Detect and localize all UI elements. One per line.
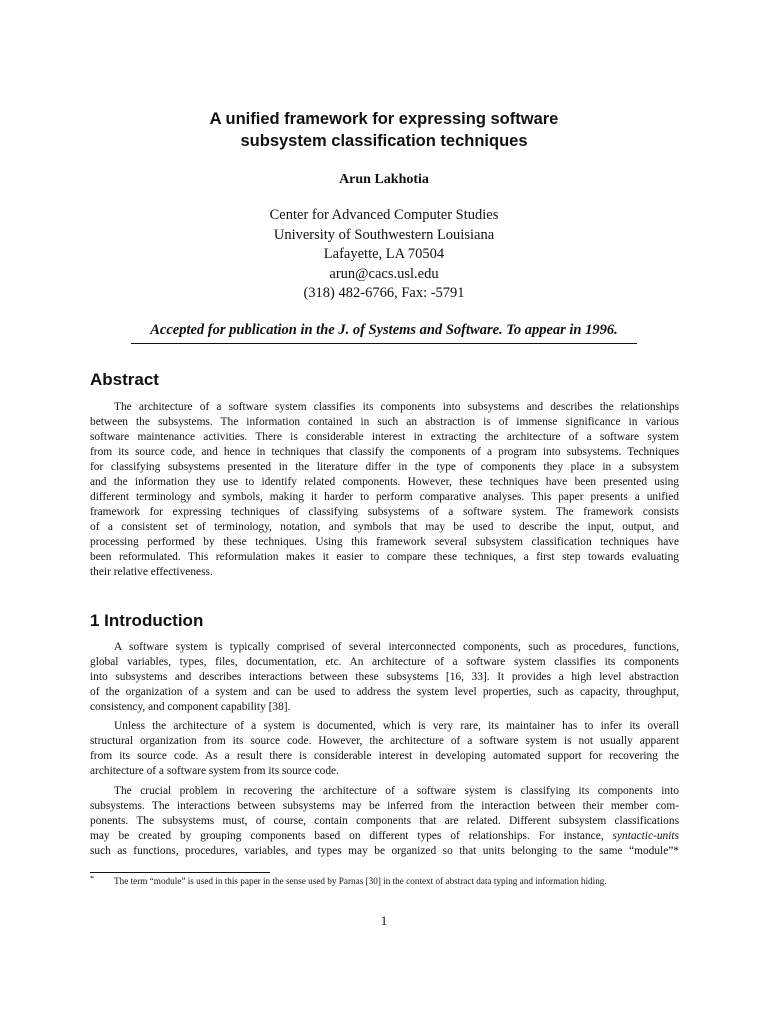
affiliation-line: University of Southwestern Louisiana [273,226,495,243]
intro-line: A software system is typically comprised of several interconnected components, such as procedures, functions, [114,641,679,653]
abstract-body [90,400,679,580]
affiliation-block [0,206,768,304]
abstract-line: different terminology and symbols, making it harder to perform comparative analyses. This paper presents a unified [90,491,679,503]
author-phone: (318) 482-6766, Fax: -5791 [303,285,465,301]
abstract-line: from its source code, and hence in techniques that classify the components of a program into subsystems. Techniques [90,446,679,458]
introduction-heading: 1 Introduction [90,611,204,630]
intro-line: into subsystems and describes interactions between these subsystems [16, 33]. It provides a high level abstraction [90,671,679,683]
abstract-line: and the information they use to identify related components. However, these techniques have been presented using [90,476,679,488]
intro-line: subsystems. The interactions between subsystems may be inferred from the interaction between their member com- [90,800,679,812]
footnote-mark: * [90,874,94,883]
abstract-line: of a consistent set of terminology, notation, and symbols that may be used to describe the input, output, and [90,521,679,533]
term-syntactic-units: syntactic-units [612,830,679,842]
title-line-1: A unified framework for expressing software [209,110,559,128]
intro-line-with-term [90,829,679,844]
intro-line: of the organization of a system and can be used to address the system level properties, such as capacity, throughput, [90,686,679,698]
footnote-text: The term “module” is used in this paper in the sense used by Parnas [30] in the context of abstract data typing and information hiding. [114,876,607,886]
abstract-line: software maintenance activities. There is considerable interest in extracting the architecture of a software system [90,431,679,443]
abstract-line: for classifying subsystems presented in the literature differ in the type of components they place in a subsystem [90,461,679,473]
abstract-line: framework for expressing techniques of classifying subsystems of a software system. The framework consists [90,506,679,518]
publication-note-underline [131,343,637,344]
intro-paragraph-2 [90,719,679,779]
intro-line: consistency, and component capability [38]. [90,701,291,713]
footnote-rule [90,872,270,873]
abstract-line: been reformulated. This reformulation makes it easier to compare these techniques, a first step towards evaluating [90,551,679,563]
publication-note: Accepted for publication in the J. of Systems and Software. To appear in 1996. [150,322,618,338]
intro-line: structural organization from its source code. However, the architecture of a software system is not usually apparent [90,735,679,747]
author-email: arun@cacs.usl.edu [329,265,439,282]
intro-line: Unless the architecture of a system is documented, which is very rare, its maintainer has to infer its overall [114,720,679,732]
title-line-2: subsystem classification techniques [240,132,528,150]
intro-paragraph-3 [90,784,679,859]
intro-line: from its source code. As a result there is considerable interest in developing automated support for recovering the [90,750,679,762]
page-number: 1 [380,913,388,928]
intro-paragraph-1 [90,640,679,715]
abstract-line: The architecture of a software system classifies its components into subsystems and describes the relationships [114,401,679,413]
intro-line: architecture of a software system from its source code. [90,765,339,777]
abstract-line: processing performed by these techniques. Using this framework several subsystem classification techniques have [90,536,679,548]
intro-line-text: may be created by grouping components based on different types of relationships. For instance, [90,830,604,842]
affiliation-line: Center for Advanced Computer Studies [269,207,499,223]
paper-title [0,108,768,152]
abstract-line: their relative effectiveness. [90,566,213,578]
intro-line: such as functions, procedures, variables, and types may be organized so that units belonging to the same “module”* [90,845,679,857]
affiliation-line: Lafayette, LA 70504 [323,246,445,262]
intro-line: ponents. The subsystems must, of course, contain components that are related. Different subsystem classifications [90,815,679,827]
intro-line: The crucial problem in recovering the architecture of a software system is classifying its components into [114,785,679,797]
author-name: Arun Lakhotia [339,172,429,187]
intro-line: global variables, types, files, documentation, etc. An architecture of a software system classifies its components [90,656,679,668]
abstract-heading: Abstract [90,370,159,389]
abstract-line: between the subsystems. The information contained in such an abstraction is of immense significance in various [90,416,679,428]
